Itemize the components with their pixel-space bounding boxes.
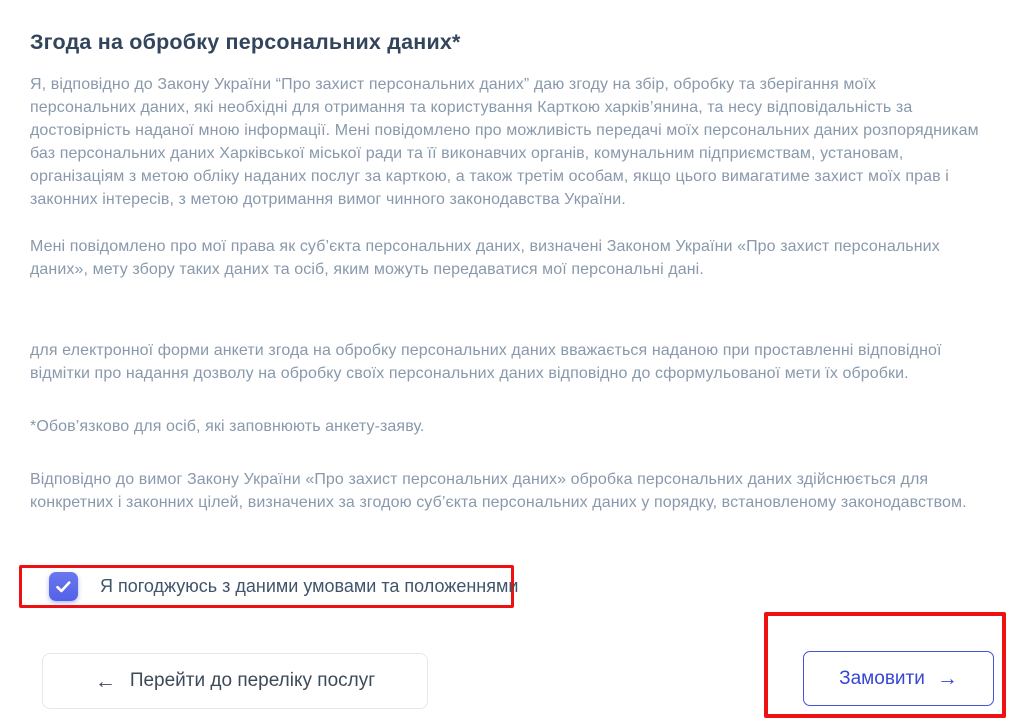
consent-paragraph: для електронної форми анкети згода на обробку персональних даних вважається наданою при проставленні відповідної відмітки про надання дозволу на обробку своїх персональних даних відповідно до сформульованої мети їх обробки. [30,342,942,382]
annotation-highlight-order [764,612,1006,718]
page-title-text: Згода на обробку персональних даних* [30,30,461,54]
left-arrow-icon: ← [94,669,116,693]
consent-paragraph-required-note: *Обов’язково для осіб, які заповнюють анкету-заяву. [30,418,425,435]
consent-paragraph: Я, відповідно до Закону України “Про захист персональних даних” даю згоду на збір, обробку та зберігання моїх персональних даних, які необхідні для отримання та користування Карткою харків’янина, та несу відповідальність за достовірність наданої мною інформації. Мені повідомлено про можливість передачі моїх персональних даних розпорядникам баз персональних даних Харківської міської ради та її виконавчих органів, комунальним підприємствам, установам, організаціям з метою обліку наданих послуг за карткою, а також третім особам, якщо цього вимагатиме захист моїх прав і законних інтересів, з метою дотримання вимог чинного законодавства України. [30,76,979,208]
order-button[interactable] [803,651,994,706]
consent-checkbox[interactable] [49,572,78,601]
right-arrow-icon: → [936,667,958,690]
consent-paragraph: Відповідно до вимог Закону України «Про захист персональних даних» обробка персональних даних здійснюється для конкретних і законних цілей, визначених за згодою суб’єкта персональних даних у порядку, встановленому законодавством. [30,471,967,511]
checkmark-icon [56,581,71,593]
back-button-label: Перейти до переліку послуг [129,670,376,691]
back-to-services-button[interactable] [42,653,428,709]
page-title [30,30,982,55]
order-button-label: Замовити [839,667,925,689]
annotation-highlight-consent [19,565,519,608]
consent-paragraph: Мені повідомлено про мої права як суб’єкта персональних даних, визначені Законом України «Про захист персональних даних», мету збору таких даних та осіб, яким можуть передаватися мої персональні дані. [30,238,940,278]
consent-checkbox-label[interactable]: Я погоджуюсь з даними умовами та положеннями [100,576,519,596]
